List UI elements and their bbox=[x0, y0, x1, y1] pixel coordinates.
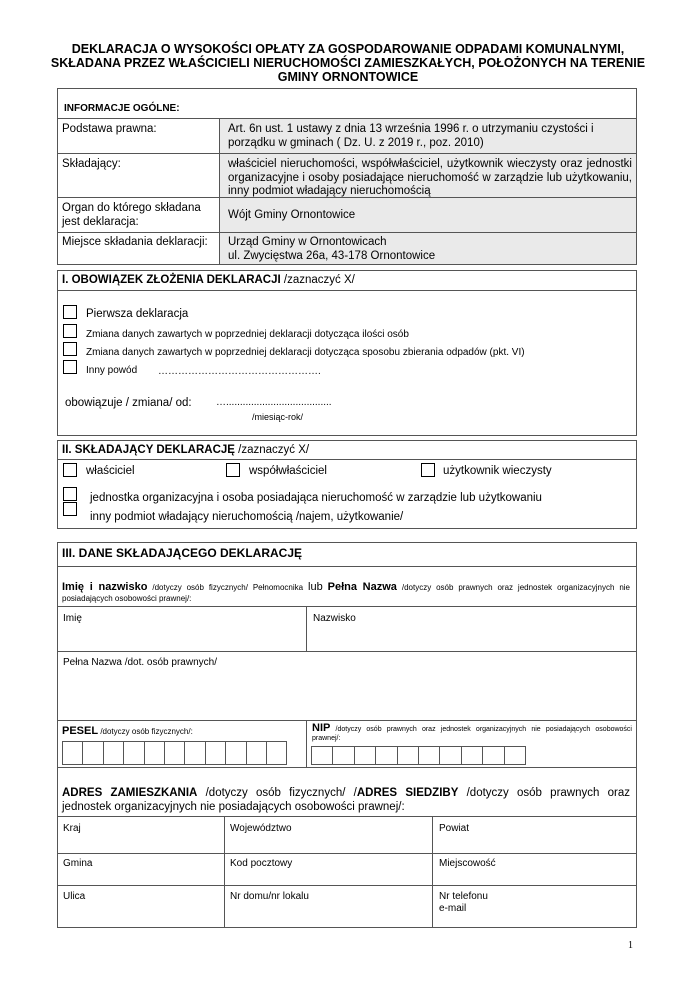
other-reason-checkbox[interactable] bbox=[63, 360, 77, 374]
unit-checkbox[interactable] bbox=[63, 487, 77, 501]
pesel-digit-box[interactable] bbox=[62, 741, 83, 765]
nip-digit-box[interactable] bbox=[354, 746, 376, 765]
place-label: Miejsce składania deklaracji: bbox=[62, 236, 208, 248]
coowner-label: współwłaściciel bbox=[249, 465, 327, 477]
pesel-digit-box[interactable] bbox=[164, 741, 185, 765]
other-entity-checkbox[interactable] bbox=[63, 502, 77, 516]
pesel-digit-box[interactable] bbox=[184, 741, 205, 765]
nip-digit-box[interactable] bbox=[482, 746, 504, 765]
pesel-digit-box[interactable] bbox=[266, 741, 287, 765]
valid-from-dots: …...................................... bbox=[216, 397, 332, 408]
email-label: e-mail bbox=[439, 903, 467, 914]
general-info-heading: INFORMACJE OGÓLNE: bbox=[64, 103, 180, 114]
country-field[interactable] bbox=[57, 816, 225, 854]
change-persons-label: Zmiana danych zawartych w poprzedniej deklaracji dotycząca ilości osób bbox=[86, 329, 409, 340]
section2-heading: II. SKŁADAJĄCY DEKLARACJĘ /zaznaczyć X/ bbox=[62, 444, 310, 456]
first-name-label: Imię bbox=[63, 613, 82, 624]
nip-label: NIP /dotyczy osób prawnych oraz jednostek organizacyjnych nie posiadających osobowości prawnej/: bbox=[312, 722, 632, 742]
perpetual-user-label: użytkownik wieczysty bbox=[443, 465, 552, 477]
first-name-field[interactable] bbox=[57, 606, 307, 652]
other-reason-label: Inny powód bbox=[86, 365, 138, 376]
section3-heading: III. DANE SKŁADAJĄCEGO DEKLARACJĘ bbox=[62, 546, 303, 560]
nip-digit-box[interactable] bbox=[439, 746, 461, 765]
first-declaration-checkbox[interactable] bbox=[63, 305, 77, 319]
pesel-digit-box[interactable] bbox=[123, 741, 144, 765]
pesel-digit-box[interactable] bbox=[144, 741, 165, 765]
owner-checkbox[interactable] bbox=[63, 463, 77, 477]
other-entity-label: inny podmiot władający nieruchomością /najem, użytkowanie/ bbox=[90, 511, 404, 523]
nip-digit-box[interactable] bbox=[504, 746, 526, 765]
page-number: 1 bbox=[628, 940, 633, 951]
pesel-digit-box[interactable] bbox=[103, 741, 124, 765]
street-label: Ulica bbox=[63, 891, 86, 902]
change-persons-checkbox[interactable] bbox=[63, 324, 77, 338]
last-name-label: Nazwisko bbox=[313, 613, 356, 624]
voivodeship-label: Województwo bbox=[230, 823, 292, 834]
other-reason-dots: …………………………………………. bbox=[158, 366, 321, 377]
nip-digit-box[interactable] bbox=[397, 746, 419, 765]
pesel-digit-box[interactable] bbox=[82, 741, 103, 765]
unit-label: jednostka organizacyjna i osoba posiadająca nieruchomość w zarządzie lub użytkowaniu bbox=[90, 492, 542, 504]
authority-label: Organ do którego składana jest deklaracja: bbox=[62, 202, 201, 228]
legal-basis-label: Podstawa prawna: bbox=[62, 123, 157, 135]
pesel-digit-box[interactable] bbox=[225, 741, 246, 765]
voivodeship-field[interactable] bbox=[224, 816, 433, 854]
postcode-label: Kod pocztowy bbox=[230, 858, 293, 869]
legal-basis-value: Art. 6n ust. 1 ustawy z dnia 13 września 1996 r. o utrzymaniu czystości i porządku w gminach ( Dz. U. z 2019 r., poz. 2010) bbox=[228, 123, 594, 149]
document-title: DEKLARACJA O WYSOKOŚCI OPŁATY ZA GOSPODAROWANIE ODPADAMI KOMUNALNYMI, SKŁADANA PRZEZ WŁAŚCICIELI NIERUCHOMOŚCI ZAMIESZKAŁYCH, POŁOŻONYCH NA TERENIE GMINY ORNONTOWICE bbox=[50, 42, 646, 84]
county-field[interactable] bbox=[432, 816, 637, 854]
phone-label: Nr telefonu bbox=[439, 891, 488, 902]
full-name-label: Pełna Nazwa /dot. osób prawnych/ bbox=[63, 657, 217, 668]
place-value-address: ul. Zwycięstwa 26a, 43-178 Ornontowice bbox=[228, 250, 436, 262]
place-value: Urząd Gminy w Ornontowicach bbox=[228, 236, 387, 248]
perpetual-user-checkbox[interactable] bbox=[421, 463, 435, 477]
authority-value: Wójt Gminy Ornontowice bbox=[228, 209, 356, 221]
pesel-digit-box[interactable] bbox=[246, 741, 267, 765]
nip-digit-box[interactable] bbox=[311, 746, 333, 765]
country-label: Kraj bbox=[63, 823, 81, 834]
nip-digit-box[interactable] bbox=[418, 746, 440, 765]
valid-from-label: obowiązuje / zmiana/ od: bbox=[65, 397, 192, 409]
submitter-label: Składający: bbox=[62, 158, 121, 170]
owner-label: właściciel bbox=[86, 465, 135, 477]
change-collection-checkbox[interactable] bbox=[63, 342, 77, 356]
name-instruction: Imię i nazwisko /dotyczy osób fizycznych/ Pełnomocnika lub Pełna Nazwa /dotyczy osób prawnych oraz jednostek organizacyjnych nie posiadających osobowości prawnej/: bbox=[62, 581, 630, 603]
pesel-digit-box[interactable] bbox=[205, 741, 226, 765]
change-collection-label: Zmiana danych zawartych w poprzedniej deklaracji dotycząca sposobu zbierania odpadów (pkt. VI) bbox=[86, 347, 525, 358]
section1-heading: I. OBOWIĄZEK ZŁOŻENIA DEKLARACJI /zaznaczyć X/ bbox=[62, 274, 355, 286]
valid-from-hint: /miesiąc-rok/ bbox=[252, 412, 304, 422]
submitter-value: właściciel nieruchomości, współwłaściciel, użytkownik wieczysty oraz jednostki organizacyjne i osoby posiadające nieruchomość w zarządzie lub użytkowaniu, inny podmiot władający nieruchomością bbox=[228, 158, 632, 197]
coowner-checkbox[interactable] bbox=[226, 463, 240, 477]
address-instruction: ADRES ZAMIESZKANIA /dotyczy osób fizycznych/ /ADRES SIEDZIBY /dotyczy osób prawnych oraz jednostek organizacyjnych nie posiadających osobowości prawnej/: bbox=[62, 787, 630, 813]
town-label: Miejscowość bbox=[439, 858, 496, 869]
nip-digit-box[interactable] bbox=[375, 746, 397, 765]
county-label: Powiat bbox=[439, 823, 470, 834]
nip-digit-box[interactable] bbox=[332, 746, 354, 765]
first-declaration-label: Pierwsza deklaracja bbox=[86, 308, 189, 320]
nip-digit-box[interactable] bbox=[461, 746, 483, 765]
pesel-label: PESEL /dotyczy osób fizycznych/: bbox=[62, 725, 193, 737]
house-number-label: Nr domu/nr lokalu bbox=[230, 891, 309, 902]
commune-label: Gmina bbox=[63, 858, 93, 869]
